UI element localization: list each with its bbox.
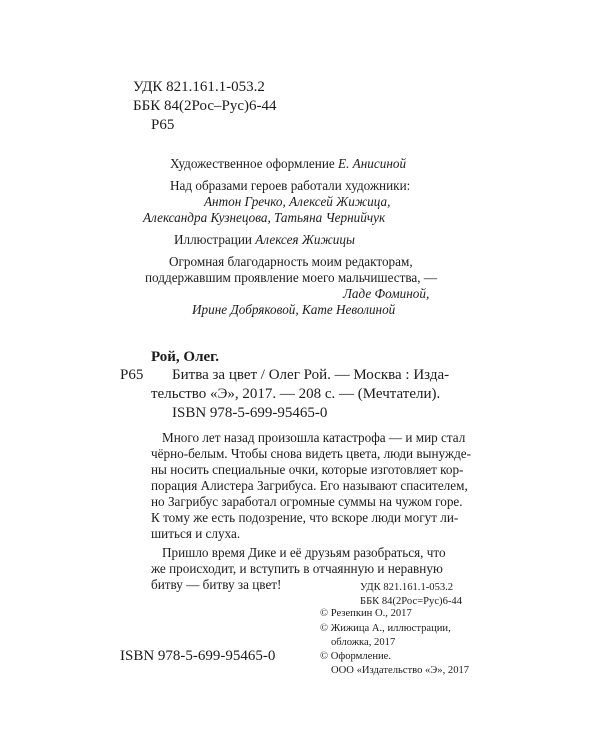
catalog-isbn: ISBN 978-5-699-95465-0 bbox=[172, 405, 328, 421]
annotation-line-3: ны носить специальные очки, которые изготовляет кор- bbox=[151, 462, 464, 477]
annotation-line-2: чёрно-белым. Чтобы снова видеть цвета, люди вынужде- bbox=[151, 446, 472, 461]
thanks-line-1: Огромная благодарность моим редакторам, bbox=[169, 254, 413, 269]
art-design-name: Е. Анисиной bbox=[338, 156, 407, 171]
catalog-author: Рой, Олег. bbox=[151, 349, 220, 365]
thanks-line-2: поддержавшим проявление моего мальчишества, — bbox=[145, 270, 438, 285]
illustrations-prefix: Иллюстрации bbox=[174, 232, 252, 247]
copyright-2: © Жижица А., иллюстрации, bbox=[320, 623, 451, 634]
copyright-3: обложка, 2017 bbox=[331, 637, 396, 648]
illustrations-credit bbox=[174, 232, 355, 247]
art-design-prefix: Художественное оформление bbox=[170, 156, 335, 171]
annotation-bbk: ББК 84(2Рос=Рус)6-44 bbox=[360, 596, 463, 607]
annotation-line-8: Пришло время Дике и её друзьям разобраться, что bbox=[162, 545, 446, 560]
illustrations-name: Алексея Жижицы bbox=[255, 232, 355, 247]
bbk-code: ББК 84(2Рос–Рус)6-44 bbox=[133, 98, 277, 114]
thanks-names-2: Ирине Добряковой, Кате Неволиной bbox=[192, 302, 396, 317]
footer-isbn: ISBN 978-5-699-95465-0 bbox=[120, 648, 276, 664]
catalog-line-1: Битва за цвет / Олег Рой. — Москва : Изда- bbox=[172, 367, 450, 383]
copyright-1: © Резепкин О., 2017 bbox=[320, 608, 412, 619]
heroes-names-2: Александра Кузнецова, Татьяна Чернийчук bbox=[143, 210, 386, 225]
annotation-udk: УДК 821.161.1-053.2 bbox=[360, 582, 454, 593]
annotation-line-4: порация Алистера Загрибуса. Его называют спасителем, bbox=[151, 478, 468, 493]
copyright-4: © Оформление. bbox=[320, 651, 392, 662]
author-mark: Р65 bbox=[151, 117, 175, 133]
annotation-line-10: битву — битву за цвет! bbox=[151, 577, 282, 592]
catalog-mark: Р65 bbox=[120, 367, 144, 383]
art-design-credit bbox=[170, 156, 406, 171]
annotation-line-1: Много лет назад произошла катастрофа — и мир стал bbox=[162, 430, 466, 445]
annotation-line-7: шиться и слуха. bbox=[151, 526, 241, 541]
heroes-credit-line: Над образами героев работали художники: bbox=[170, 178, 411, 193]
heroes-names-1: Антон Гречко, Алексей Жижица, bbox=[204, 194, 391, 209]
annotation-line-5: но Загрибус заработал огромные суммы на чужом горе. bbox=[151, 494, 463, 509]
udk-code: УДК 821.161.1-053.2 bbox=[133, 79, 265, 95]
catalog-line-2: тельство «Э», 2017. — 208 с. — (Мечтатели). bbox=[151, 386, 441, 402]
thanks-names-1: Ладе Фоминой, bbox=[343, 286, 430, 301]
annotation-line-6: К тому же есть подозрение, что вскоре люди могут ли- bbox=[151, 510, 459, 525]
annotation-line-9: же происходит, и вступить в отчаянную и неравную bbox=[151, 561, 443, 576]
copyright-5: ООО «Издательство «Э», 2017 bbox=[331, 665, 470, 676]
